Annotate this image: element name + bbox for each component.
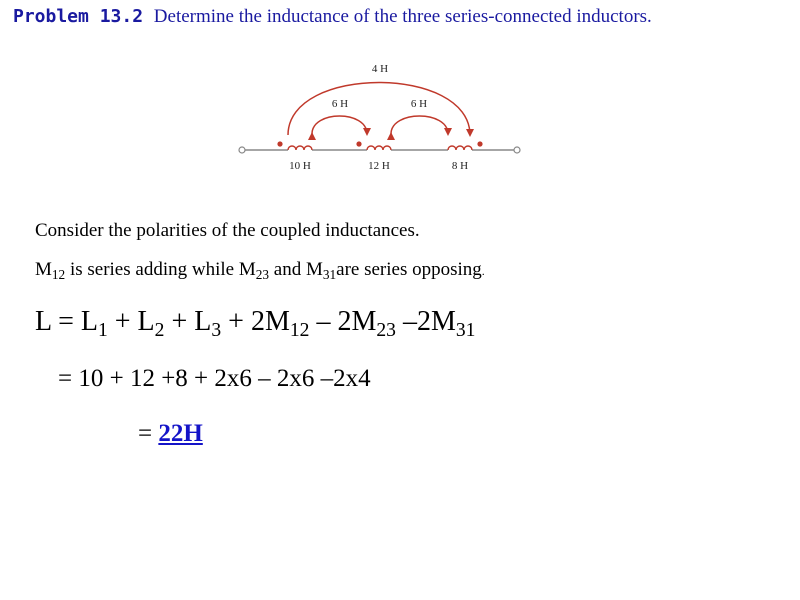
inductor-3-coil <box>448 146 472 150</box>
inductor-label-2: 12 H <box>368 160 390 172</box>
inductor-2-coil <box>367 146 391 150</box>
problem-title <box>13 6 652 28</box>
m12-subscript: 12 <box>51 266 66 282</box>
substitution-line: = 10 + 12 +8 + 2x6 – 2x6 –2x4 <box>58 365 371 392</box>
eq-subscript: 23 <box>376 319 396 341</box>
m31-symbol: M <box>305 259 323 280</box>
problem-description: Determine the inductance of the three series-connected inductors. <box>153 6 652 27</box>
terminal-right <box>514 147 520 153</box>
m12-symbol: M <box>35 259 52 280</box>
eq-term: + L <box>164 306 212 337</box>
eq-term: L = L <box>35 306 98 337</box>
result-line <box>138 420 203 448</box>
answer-value: 22H <box>158 420 203 447</box>
polarity-dot <box>477 141 482 146</box>
period: . <box>481 264 485 278</box>
eq-subscript: 3 <box>211 319 222 341</box>
inductor-label-3: 8 H <box>451 160 469 172</box>
polarity-dot <box>356 141 361 146</box>
inductor-1-coil <box>288 146 312 150</box>
eq-subscript: 12 <box>289 319 310 341</box>
coupling-arc-m23 <box>391 116 448 134</box>
coupling-arc-m13 <box>288 83 470 136</box>
equals-sign: = <box>138 420 159 447</box>
consider-polarities-text: Consider the polarities of the coupled inductances. <box>35 220 420 241</box>
eq-subscript: 1 <box>97 319 108 341</box>
coupled-inductors-diagram <box>230 55 530 185</box>
inductor-label-1: 10 H <box>289 160 311 172</box>
problem-label: Problem 13.2 <box>13 6 144 27</box>
m23-subscript: 23 <box>255 266 270 282</box>
terminal-left <box>239 147 245 153</box>
text-fragment: is series adding while <box>65 259 239 280</box>
m31-subscript: 31 <box>322 266 337 282</box>
mutual-description <box>35 259 485 281</box>
eq-term: – 2M <box>309 306 377 337</box>
eq-subscript: 2 <box>154 319 165 341</box>
text-fragment: and <box>269 259 306 280</box>
eq-term: –2M <box>395 306 456 337</box>
coupling-label-m13: 4 H <box>371 63 389 75</box>
polarity-dot <box>277 141 282 146</box>
text-fragment: are series opposing <box>336 259 482 280</box>
coupling-arc-m12 <box>312 116 367 134</box>
coupling-label-m12: 6 H <box>331 98 349 110</box>
m23-symbol: M <box>238 259 256 280</box>
eq-term: + L <box>107 306 155 337</box>
inductance-equation <box>35 306 476 341</box>
eq-subscript: 31 <box>455 319 476 341</box>
eq-term: + 2M <box>221 306 290 337</box>
coupling-label-m23: 6 H <box>410 98 428 110</box>
